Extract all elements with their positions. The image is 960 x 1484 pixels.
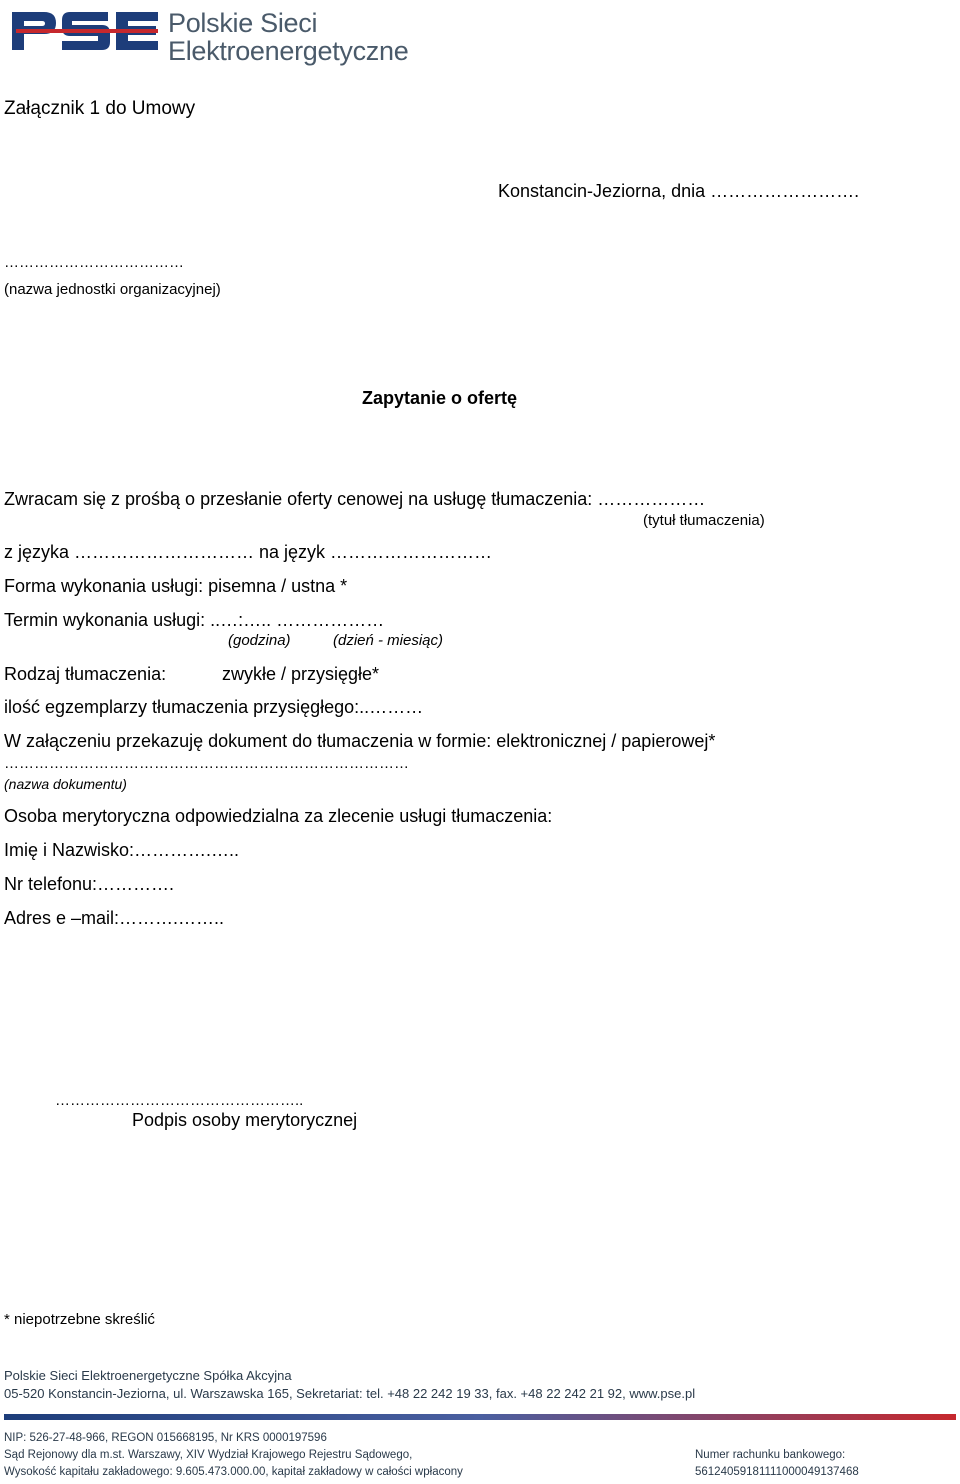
request-sublabel: (tytuł tłumaczenia) <box>643 512 765 529</box>
footer-bank-label: Numer rachunku bankowego: <box>695 1449 846 1461</box>
document-dots: ……………………………………………………………………… <box>4 755 409 772</box>
kind-label: Rodzaj tłumaczenia: <box>4 664 167 684</box>
phone-line: Nr telefonu:…………. <box>4 874 175 894</box>
responsible-person-line: Osoba merytoryczna odpowiedzialna za zlecenie usługi tłumaczenia: <box>4 806 553 826</box>
term-day-label: (dzień - miesiąc) <box>333 632 444 649</box>
request-line: Zwracam się z prośbą o przesłanie oferty cenowej na usługę tłumaczenia: ……………… <box>4 489 706 509</box>
copies-line: ilość egzemplarzy tłumaczenia przysięgłego:..……… <box>4 697 424 717</box>
email-line: Adres e –mail:……….…….. <box>4 908 225 928</box>
unit-label: (nazwa jednostki organizacyjnej) <box>4 281 221 298</box>
term-hour-label: (godzina) <box>228 632 291 649</box>
logo-text-line2: Elektroenergetyczne <box>168 36 409 66</box>
language-line: z języka ………………………… na język ……………………… <box>4 542 493 562</box>
footer-capital: Wysokość kapitału zakładowego: 9.605.473.000.00, kapitał zakładowy w całości wpłacony <box>4 1466 463 1478</box>
term-line: Termin wykonania usługi: ..…:….. ……………… <box>4 610 385 630</box>
footer-divider <box>4 1414 956 1420</box>
footer-company: Polskie Sieci Elektroenergetyczne Spółka Akcyjna <box>4 1368 292 1383</box>
page-title: Zapytanie o ofertę <box>362 388 518 408</box>
footer-address: 05-520 Konstancin-Jeziorna, ul. Warszawska 165, Sekretariat: tel. +48 22 242 19 33, fax. +48 22 242 21 92, www.pse.pl <box>4 1386 696 1401</box>
signature-label: Podpis osoby merytorycznej <box>132 1110 358 1130</box>
annex-label: Załącznik 1 do Umowy <box>4 98 196 119</box>
name-line: Imię i Nazwisko:………….….. <box>4 840 240 860</box>
logo-text-line1: Polskie Sieci <box>168 8 318 38</box>
unit-dots: ……………………………… <box>4 254 184 271</box>
footer-court: Sąd Rejonowy dla m.st. Warszawy, XIV Wydział Krajowego Rejestru Sądowego, <box>4 1449 413 1461</box>
attachment-line: W załączeniu przekazuję dokument do tłumaczenia w formie: elektronicznej / papierowej* <box>4 731 716 751</box>
form-line: Forma wykonania usługi: pisemna / ustna * <box>4 576 348 596</box>
document-label: (nazwa dokumentu) <box>4 776 127 792</box>
signature-dots: ………………………………………….. <box>55 1092 304 1109</box>
footer-nip: NIP: 526-27-48-966, REGON 015668195, Nr KRS 0000197596 <box>4 1432 327 1444</box>
footer-bank-number: 56124059181111000049137468 <box>695 1466 859 1478</box>
place-date: Konstancin-Jeziorna, dnia ……………………. <box>498 181 860 201</box>
pse-logo-mark <box>10 6 160 56</box>
kind-value: zwykłe / przysięgłe* <box>222 664 380 684</box>
pse-logo <box>10 6 450 68</box>
footnote: * niepotrzebne skreślić <box>4 1311 155 1328</box>
